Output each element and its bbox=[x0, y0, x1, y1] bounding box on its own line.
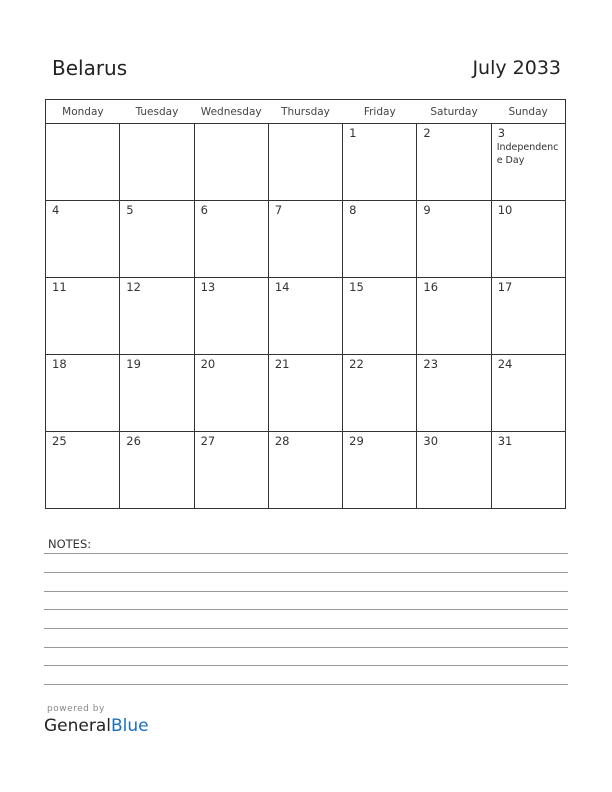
brand-part1: General bbox=[44, 716, 111, 736]
day-cell bbox=[343, 124, 417, 201]
day-number: 31 bbox=[497, 434, 513, 448]
day-cell bbox=[417, 355, 491, 432]
day-number: 25 bbox=[52, 434, 67, 448]
day-number: 21 bbox=[274, 357, 290, 371]
weekday-sunday: Sunday bbox=[491, 100, 565, 124]
weekday-monday: Monday bbox=[46, 100, 120, 124]
day-cell bbox=[120, 355, 194, 432]
day-cell bbox=[417, 278, 491, 355]
day-number bbox=[120, 124, 193, 126]
day-number: 9 bbox=[423, 203, 431, 217]
weekday-friday: Friday bbox=[343, 100, 417, 124]
notes-line bbox=[44, 628, 568, 629]
day-cell bbox=[417, 201, 491, 278]
week-row bbox=[46, 124, 566, 201]
generalblue-logo bbox=[44, 716, 149, 736]
day-cell bbox=[46, 355, 120, 432]
day-cell bbox=[120, 201, 194, 278]
notes-line bbox=[44, 572, 568, 573]
week-row bbox=[46, 201, 566, 278]
day-cell bbox=[491, 278, 565, 355]
day-number: 13 bbox=[200, 280, 216, 294]
day-number: 26 bbox=[126, 434, 141, 448]
day-cell bbox=[46, 278, 120, 355]
day-number: 29 bbox=[349, 434, 364, 448]
weekday-header-row bbox=[46, 100, 566, 124]
day-cell bbox=[417, 124, 491, 201]
notes-label: NOTES: bbox=[48, 537, 92, 551]
day-number: 28 bbox=[274, 434, 290, 448]
weekday-thursday: Thursday bbox=[268, 100, 342, 124]
notes-line bbox=[44, 609, 568, 610]
day-number: 15 bbox=[349, 280, 364, 294]
day-number: 22 bbox=[349, 357, 364, 371]
day-cell bbox=[268, 355, 342, 432]
day-cell bbox=[46, 432, 120, 509]
month-title: July 2033 bbox=[472, 57, 561, 79]
weekday-saturday: Saturday bbox=[417, 100, 491, 124]
notes-line bbox=[44, 684, 568, 685]
day-number: 18 bbox=[52, 357, 67, 371]
holiday-label: Independence Day bbox=[496, 142, 559, 166]
day-number: 16 bbox=[423, 280, 439, 294]
day-number: 2 bbox=[423, 126, 431, 140]
day-number: 3 bbox=[497, 126, 506, 140]
day-number: 19 bbox=[126, 357, 141, 371]
weekday-tuesday: Tuesday bbox=[120, 100, 194, 124]
notes-line bbox=[44, 647, 568, 648]
notes-line bbox=[44, 665, 568, 666]
day-cell bbox=[120, 432, 194, 509]
calendar-grid bbox=[45, 99, 566, 509]
day-cell bbox=[343, 432, 417, 509]
day-number: 20 bbox=[200, 357, 216, 371]
day-cell bbox=[194, 124, 268, 201]
day-cell bbox=[194, 201, 268, 278]
day-cell bbox=[491, 124, 565, 201]
day-cell bbox=[194, 278, 268, 355]
week-row bbox=[46, 278, 566, 355]
weekday-wednesday: Wednesday bbox=[194, 100, 268, 124]
day-number bbox=[46, 124, 119, 126]
day-number: 11 bbox=[52, 280, 67, 294]
country-title: Belarus bbox=[52, 56, 128, 80]
day-cell bbox=[268, 278, 342, 355]
day-number: 10 bbox=[497, 203, 513, 217]
day-cell bbox=[417, 432, 491, 509]
day-number bbox=[269, 124, 342, 126]
day-cell bbox=[194, 355, 268, 432]
week-row bbox=[46, 355, 566, 432]
day-number: 17 bbox=[497, 280, 513, 294]
day-cell bbox=[46, 124, 120, 201]
day-number: 1 bbox=[349, 126, 357, 140]
day-cell bbox=[491, 355, 565, 432]
day-cell bbox=[491, 201, 565, 278]
notes-line bbox=[44, 591, 568, 592]
day-number: 12 bbox=[126, 280, 141, 294]
day-number: 6 bbox=[200, 203, 208, 217]
day-cell bbox=[343, 278, 417, 355]
day-cell bbox=[120, 124, 194, 201]
day-number: 30 bbox=[423, 434, 439, 448]
day-number: 27 bbox=[200, 434, 216, 448]
day-cell bbox=[46, 201, 120, 278]
day-cell bbox=[343, 201, 417, 278]
day-cell bbox=[343, 355, 417, 432]
brand-part2: Blue bbox=[111, 716, 149, 736]
day-cell bbox=[491, 432, 565, 509]
day-number: 4 bbox=[52, 203, 60, 217]
day-number: 5 bbox=[126, 203, 134, 217]
notes-line bbox=[44, 553, 568, 554]
day-number: 24 bbox=[497, 357, 513, 371]
day-number: 8 bbox=[349, 203, 357, 217]
day-cell bbox=[268, 201, 342, 278]
day-number bbox=[195, 124, 268, 126]
powered-by-text: powered by bbox=[47, 704, 105, 714]
day-cell bbox=[120, 278, 194, 355]
day-number: 23 bbox=[423, 357, 439, 371]
day-number: 14 bbox=[274, 280, 290, 294]
day-cell bbox=[194, 432, 268, 509]
day-number: 7 bbox=[274, 203, 283, 217]
week-row bbox=[46, 432, 566, 509]
day-cell bbox=[268, 432, 342, 509]
day-cell bbox=[268, 124, 342, 201]
